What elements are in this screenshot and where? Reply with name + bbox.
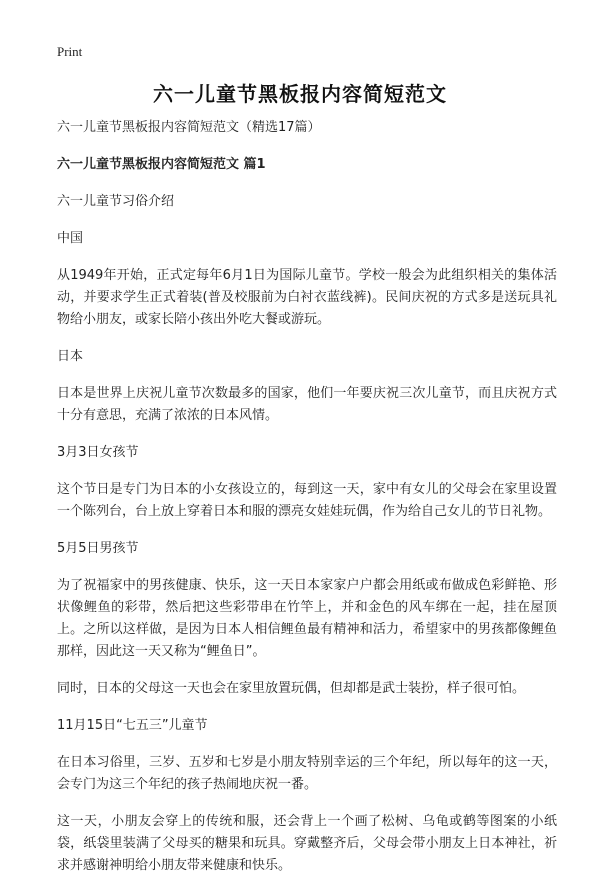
paragraph-shichigosan: 在日本习俗里，三岁、五岁和七岁是小朋友特别幸运的三个年纪，所以每年的这一天，会专门为这三个年纪的孩子热闹地庆祝一番。 [57, 755, 557, 792]
document-body [57, 117, 557, 892]
document-subtitle: 六一儿童节黑板报内容简短范文（精选17篇） [57, 120, 321, 135]
paragraph-girls-day: 这个节日是专门为日本的小女孩设立的，每到这一天，家中有女儿的父母会在家里设置一个陈列台，台上放上穿着日本和服的漂亮女娃娃玩偶，作为给自己女儿的节日礼物。 [57, 482, 557, 519]
paragraph-china: 从1949年开始，正式定每年6月1日为国际儿童节。学校一般会为此组织相关的集体活动，并要求学生正式着装(普及校服前为白衬衣蓝线裤)。民间庆祝的方式多是送玩具礼物给小朋友，或家长陪小孩出外吃大餐或游玩。 [57, 268, 557, 327]
paragraph-japan: 日本是世界上庆祝儿童节次数最多的国家，他们一年要庆祝三次儿童节，而且庆祝方式十分有意思，充满了浓浓的日本风情。 [57, 386, 557, 423]
heading-china: 中国 [57, 231, 84, 246]
paragraph-shichigosan-custom: 这一天，小朋友会穿上的传统和服，还会背上一个画了松树、乌龟或鹤等图案的小纸袋，纸袋里装满了父母买的糖果和玩具。穿戴整齐后，父母会带小朋友上日本神社，祈求并感谢神明给小朋友带来健康和快乐。 [57, 814, 557, 873]
heading-japan: 日本 [57, 349, 84, 364]
paragraph-boys-day: 为了祝福家中的男孩健康、快乐，这一天日本家家户户都会用纸或布做成色彩鲜艳、形状像鲤鱼的彩带，然后把这些彩带串在竹竿上，并和金色的风车绑在一起，挂在屋顶上。之所以这样做，是因为日本人相信鲤鱼最有精神和活力，希望家中的男孩都像鲤鱼那样，因此这一天又称为“鲤鱼日”。 [57, 578, 557, 659]
heading-boys-day: 5月5日男孩节 [57, 541, 139, 556]
heading-customs-intro: 六一儿童节习俗介绍 [57, 194, 175, 209]
heading-shichigosan: 11月15日“七五三”儿童节 [57, 718, 208, 733]
page-title: 六一儿童节黑板报内容简短范文 [153, 82, 447, 106]
section-title: 六一儿童节黑板报内容简短范文 篇1 [57, 157, 266, 172]
heading-girls-day: 3月3日女孩节 [57, 445, 139, 460]
paragraph-boys-day-dolls: 同时，日本的父母这一天也会在家里放置玩偶，但却都是武士装扮，样子很可怕。 [57, 681, 526, 696]
print-link[interactable]: Print [57, 44, 83, 59]
